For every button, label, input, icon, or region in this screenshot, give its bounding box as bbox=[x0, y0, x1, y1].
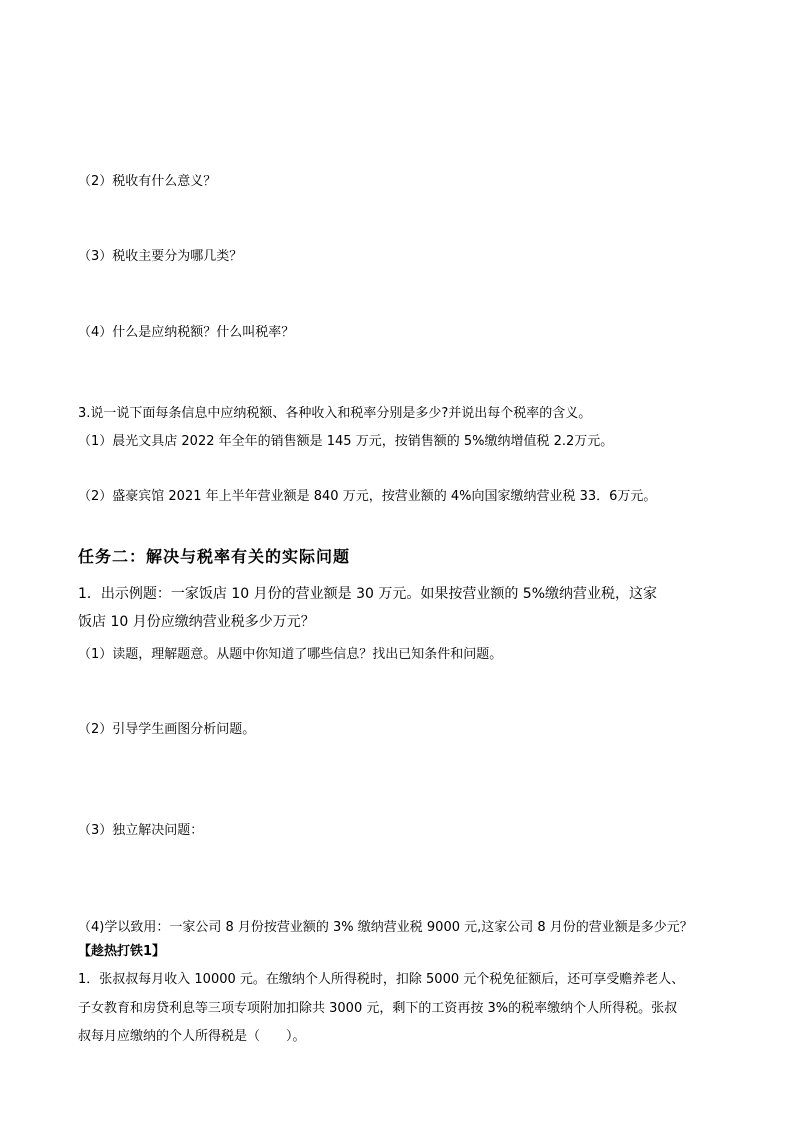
practice-title: 【趁热打铁1】 bbox=[78, 944, 166, 959]
question-4: （4）什么是应纳税额？什么叫税率？ bbox=[78, 325, 295, 340]
practice-q1-line-1: 1．张叔叔每月收入 10000 元。在缴纳个人所得税时，扣除 5000 元个税免征额后，还可享受赡养老人、 bbox=[78, 972, 685, 987]
exercise-3-item-1: （1）晨光文具店 2022 年全年的销售额是 145 万元，按销售额的 5%缴纳增值税 2.2万元。 bbox=[78, 434, 614, 449]
step-1: （1）读题，理解题意。从题中你知道了哪些信息？找出已知条件和问题。 bbox=[78, 647, 503, 662]
step-2: （2）引导学生画图分析问题。 bbox=[78, 722, 256, 737]
step-4: （4)学以致用：一家公司 8 月份按营业额的 3% 缴纳营业税 9000 元,这家公司 8 月份的营业额是多少元？ bbox=[78, 920, 693, 935]
practice-q1-line-3: 叔每月应缴纳的个人所得税是（ ）。 bbox=[78, 1029, 306, 1044]
example-line-2: 饭店 10 月份应缴纳营业税多少万元？ bbox=[78, 614, 315, 630]
task-2-heading: 任务二：解决与税率有关的实际问题 bbox=[78, 547, 351, 566]
question-3: （3）税收主要分为哪几类？ bbox=[78, 249, 243, 264]
practice-q1-line-2: 子女教育和房贷利息等三项专项附加扣除共 3000 元，剩下的工资再按 3%的税率缴纳个人所得税。张叔 bbox=[78, 1001, 678, 1016]
exercise-3-item-2: （2）盛豪宾馆 2021 年上半年营业额是 840 万元，按营业额的 4%向国家缴纳营业税 33．6万元。 bbox=[78, 489, 657, 504]
exercise-3-prompt: 3.说一说下面每条信息中应纳税额、各种收入和税率分别是多少?并说出每个税率的含义。 bbox=[78, 406, 592, 421]
example-line-1: 1．出示例题：一家饭店 10 月份的营业额是 30 万元。如果按营业额的 5%缴纳营业税，这家 bbox=[78, 586, 657, 602]
step-3: （3）独立解决问题： bbox=[78, 823, 204, 838]
question-2: （2）税收有什么意义？ bbox=[78, 174, 217, 189]
